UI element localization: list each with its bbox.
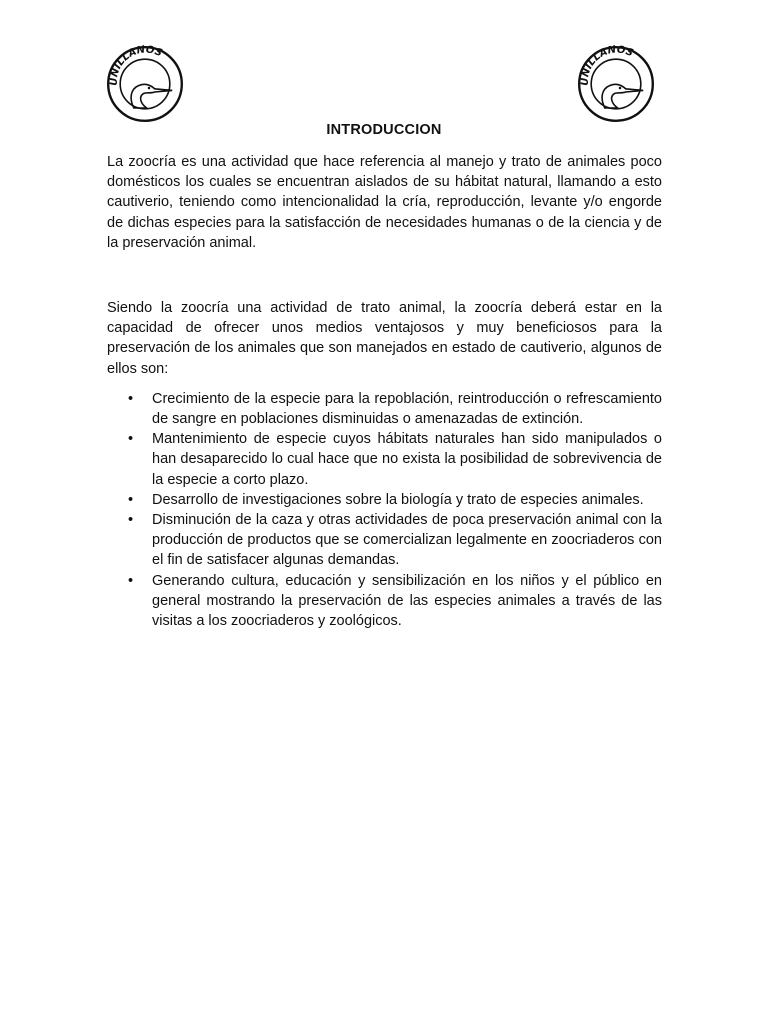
- list-item: [128, 490, 662, 510]
- heron-logo-icon: [576, 44, 656, 124]
- unillanos-logo-right: [576, 44, 656, 124]
- bullet-icon: •: [128, 431, 134, 448]
- benefits-paragraph: Siendo la zoocría una actividad de trato animal, la zoocría deberá estar en la capacidad de ofrecer unos medios ventajosos y muy beneficiosos para la preservación de los animales que son manejados en estado de cautiverio, algunos de ellos son:: [107, 300, 662, 377]
- list-item: [128, 571, 662, 632]
- list-item-text: Generando cultura, educación y sensibilización en los niños y el público en general mostrando la preservación de las especies animales a través de las visitas a los zoocriaderos y zoológicos.: [152, 572, 662, 630]
- bullet-icon: •: [128, 572, 134, 589]
- svg-text:UNILLANOS: UNILLANOS: [579, 44, 635, 86]
- svg-text:UNILLANOS: UNILLANOS: [108, 44, 164, 86]
- list-item-text: Disminución de la caza y otras actividades de poca preservación animal con la producción de productos que se comercializan legalmente en zoocriaderos con el fin de satisfacer algunas demandas.: [152, 512, 662, 569]
- list-item: [128, 389, 662, 429]
- benefits-list: [107, 389, 662, 631]
- unillanos-logo-left: [105, 44, 185, 124]
- intro-paragraph: La zoocría es una actividad que hace referencia al manejo y trato de animales poco domésticos los cuales se encuentran aislados de su hábitat natural, llamando a esto cautiverio, teniendo como intencionalidad la cría, reproducción, levante y/o engorde de dichas especies para la satisfacción de necesidades humanas o de la ciencia y de la preservación animal.: [107, 154, 662, 251]
- bullet-icon: •: [128, 491, 134, 508]
- bullet-icon: •: [128, 512, 134, 529]
- list-item-text: Desarrollo de investigaciones sobre la biología y trato de especies animales.: [152, 491, 644, 508]
- list-item-text: Crecimiento de la especie para la repoblación, reintroducción o refrescamiento de sangre en poblaciones disminuidas o amenazadas de extinción.: [152, 390, 662, 428]
- document-body: [107, 152, 662, 631]
- heron-logo-icon: [105, 44, 185, 124]
- list-item: [128, 429, 662, 490]
- list-item: [128, 510, 662, 571]
- list-item-text: Mantenimiento de especie cuyos hábitats naturales han sido manipulados o han desaparecido lo cual hace que no exista la posibilidad de sobrevivencia de la especie a corto plazo.: [152, 431, 662, 488]
- document-title: INTRODUCCION: [326, 122, 442, 138]
- bullet-icon: •: [128, 390, 134, 407]
